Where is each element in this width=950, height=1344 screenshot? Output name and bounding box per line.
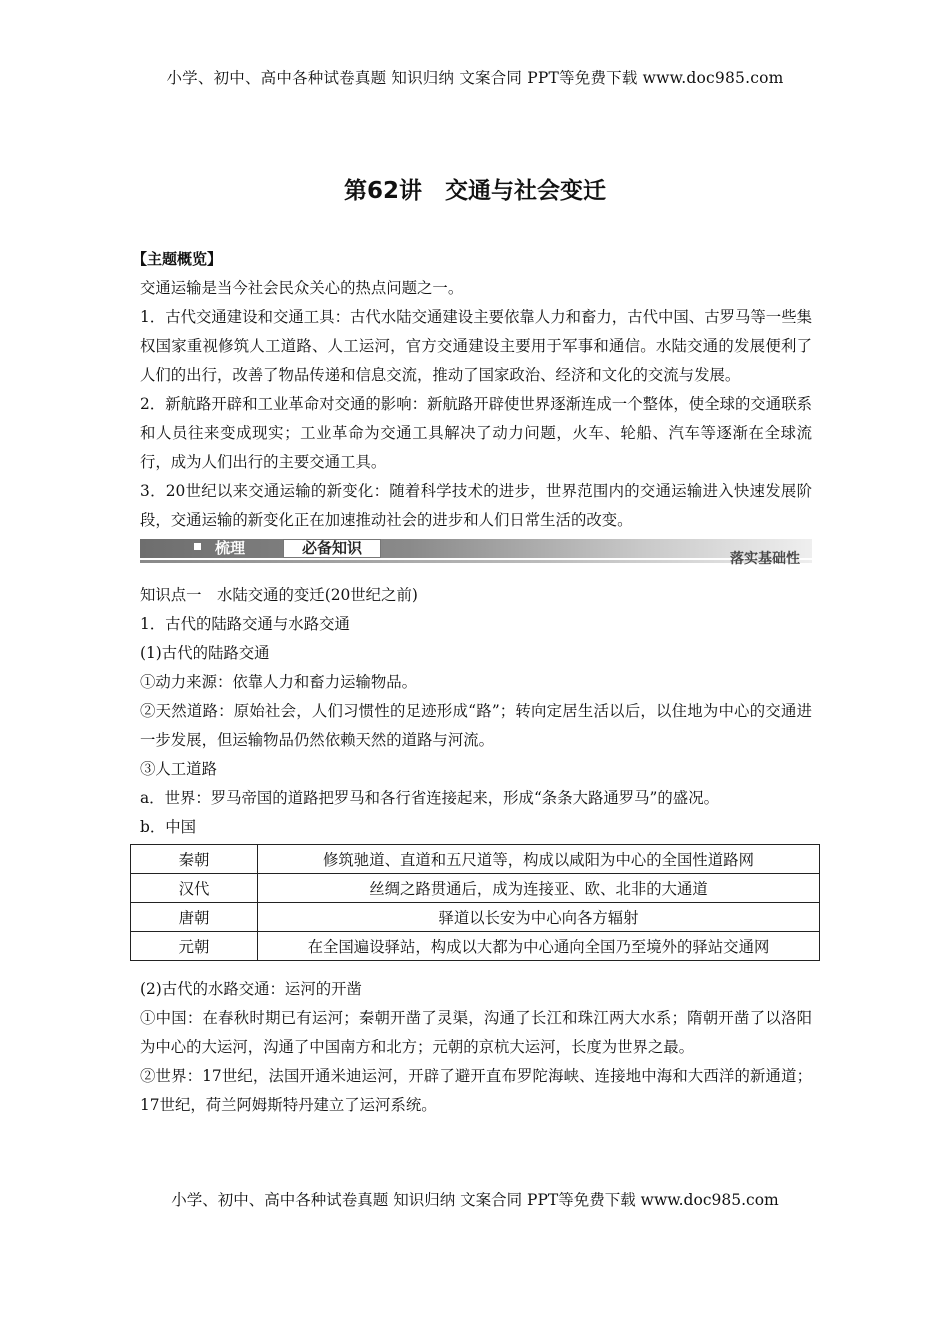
subsection-1: 1．古代的陆路交通与水路交通 xyxy=(140,615,350,633)
table-cell-era: 秦朝 xyxy=(131,845,258,874)
table-cell-era: 汉代 xyxy=(131,874,258,903)
water-china: ①中国：在春秋时期已有运河；秦朝开凿了灵渠，沟通了长江和珠江两大水系；隋朝开凿了以洛阳为中心的大运河，沟通了中国南方和北方；元朝的京杭大运河，长度为世界之最。 xyxy=(140,1009,812,1056)
banner-right-label: 落实基础性 xyxy=(730,551,800,567)
section-banner xyxy=(140,537,812,567)
table-cell-desc: 驿道以长安为中心向各方辐射 xyxy=(258,903,820,932)
natural-roads: ②天然道路：原始社会，人们习惯性的足迹形成“路”；转向定居生活以后，以住地为中心的交通进一步发展，但运输物品仍然依赖天然的道路与河流。 xyxy=(140,702,812,749)
overview-item-1: 1．古代交通建设和交通工具：古代水陆交通建设主要依靠人力和畜力，古代中国、古罗马等一些集权国家重视修筑人工道路、人工运河，官方交通建设主要用于军事和通信。水陆交通的发展便利了人们的出行，改善了物品传递和信息交流，推动了国家政治、经济和文化的交流与发展。 xyxy=(140,308,812,384)
overview-heading: 【主题概览】 xyxy=(132,250,223,268)
banner-tab-knowledge: 必备知识 xyxy=(283,539,381,558)
overview-intro: 交通运输是当今社会民众关心的热点问题之一。 xyxy=(140,279,464,297)
table-cell-era: 元朝 xyxy=(131,932,258,961)
banner-tab-sort-label: 梳理 xyxy=(215,539,246,557)
table-row xyxy=(131,903,820,932)
land-power-source: ①动力来源：依靠人力和畜力运输物品。 xyxy=(140,673,418,691)
china-roads: b．中国 xyxy=(140,818,197,836)
table-cell-era: 唐朝 xyxy=(131,903,258,932)
table-cell-desc: 丝绸之路贯通后，成为连接亚、欧、北非的大通道 xyxy=(258,874,820,903)
page-title: 第62讲 交通与社会变迁 xyxy=(343,178,606,204)
artificial-roads: ③人工道路 xyxy=(140,760,217,778)
overview-item-2: 2．新航路开辟和工业革命对交通的影响：新航路开辟使世界逐渐连成一个整体，使全球的交通联系和人员往来变成现实；工业革命为交通工具解决了动力问题，火车、轮船、汽车等逐渐在全球流行，成为人们出行的主要交通工具。 xyxy=(140,395,812,471)
banner-underline xyxy=(140,560,812,563)
square-bullet-icon xyxy=(194,543,201,550)
world-roads: a．世界：罗马帝国的道路把罗马和各行省连接起来，形成“条条大路通罗马”的盛况。 xyxy=(140,789,719,807)
table-cell-desc: 在全国遍设驿站，构成以大都为中心通向全国乃至境外的驿站交通网 xyxy=(258,932,820,961)
page-header: 小学、初中、高中各种试卷真题 知识归纳 文案合同 PPT等免费下载 www.doc985.com xyxy=(166,69,784,87)
table-row xyxy=(131,932,820,961)
table-row xyxy=(131,845,820,874)
dynasty-roads-table xyxy=(130,844,820,961)
table-cell-desc: 修筑驰道、直道和五尺道等，构成以咸阳为中心的全国性道路网 xyxy=(258,845,820,874)
knowledge-point-title: 知识点一 水陆交通的变迁(20世纪之前) xyxy=(140,586,418,604)
main-content xyxy=(132,245,812,1120)
subsection-2: (2)古代的水路交通：运河的开凿 xyxy=(140,980,362,998)
subsection-1a: (1)古代的陆路交通 xyxy=(140,644,270,662)
table-row xyxy=(131,874,820,903)
water-world: ②世界：17世纪，法国开通米迪运河，开辟了避开直布罗陀海峡、连接地中海和大西洋的新通道；17世纪，荷兰阿姆斯特丹建立了运河系统。 xyxy=(140,1067,812,1114)
overview-item-3: 3．20世纪以来交通运输的新变化：随着科学技术的进步，世界范围内的交通运输进入快速发展阶段，交通运输的新变化正在加速推动社会的进步和人们日常生活的改变。 xyxy=(140,482,812,529)
page-footer: 小学、初中、高中各种试卷真题 知识归纳 文案合同 PPT等免费下载 www.doc985.com xyxy=(171,1191,779,1209)
banner-tab-sort xyxy=(140,539,280,558)
